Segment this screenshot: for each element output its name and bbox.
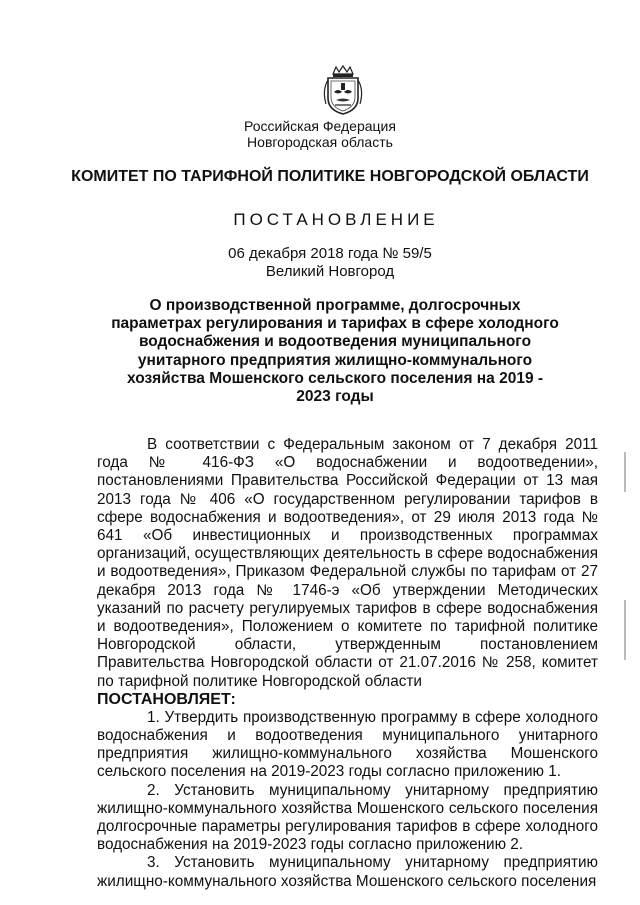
document-date-number: 06 декабря 2018 года № 59/5 [228, 245, 432, 262]
coat-of-arms-emblem [318, 64, 368, 116]
country-label: Российская Федерация [244, 118, 396, 134]
document-body [97, 436, 598, 891]
decree-word: ПОСТАНОВЛЯЕТ: [97, 690, 236, 708]
decree-item-1: 1. Утвердить производственную программу в сфере холодного водоснабжения и водоотведения муниципального унитарного предприятия жилищно-коммунального хозяйства Мошенского сельского поселения на 2019-2023 годы согласно приложению 1. [97, 708, 598, 781]
margin-mark [624, 452, 626, 492]
margin-mark [624, 600, 626, 660]
preamble-paragraph: В соответствии с Федеральным законом от 7 декабря 2011 года № 416-ФЗ «О водоснабжении и водоотведении», постановлениями Правительства Российской Федерации от 13 мая 2013 года № 406 «О государственном регулировании тарифов в сфере водоснабжения и водоотведения», от 29 июля 2013 года № 641 «Об инвестиционных и производственных программах организаций, осуществляющих деятельность в сфере водоснабжения и водоотведения», Приказом Федеральной службы по тарифам от 27 декабря 2013 года № 1746-э «Об утверждении Методических указаний по расчету регулируемых тарифов в сфере водоснабжения и водоотведения», Положением о комитете по тарифной политике Новгородской области, утвержденным постановлением Правительства Новгородской области от 21.07.2016 № 258, комитет по тарифной политике Новгородской области [97, 436, 598, 690]
committee-heading: КОМИТЕТ ПО ТАРИФНОЙ ПОЛИТИКЕ НОВГОРОДСКОЙ ОБЛАСТИ [71, 168, 589, 185]
decree-item-2: 2. Установить муниципальному унитарному предприятию жилищно-коммунального хозяйства Мошенского сельского поселения долгосрочные параметры регулирования тарифов в сфере холодного водоснабжения на 2019-2023 годы согласно приложению 2. [97, 781, 598, 854]
region-label: Новгородская область [247, 134, 393, 150]
decree-item-3: 3. Установить муниципальному унитарному предприятию жилищно-коммунального хозяйства Мошенского сельского поселения [97, 854, 598, 890]
document-type-heading: ПОСТАНОВЛЕНИЕ [233, 210, 439, 229]
document-city: Великий Новгород [265, 263, 395, 280]
document-title: О производственной программе, долгосрочных параметрах регулирования и тарифах в сфере холодного водоснабжения и водоотведения муниципального унитарного предприятия жилищно-коммунального хозяйства Мошенского сельского поселения на 2019 - 2023 годы [111, 297, 559, 406]
